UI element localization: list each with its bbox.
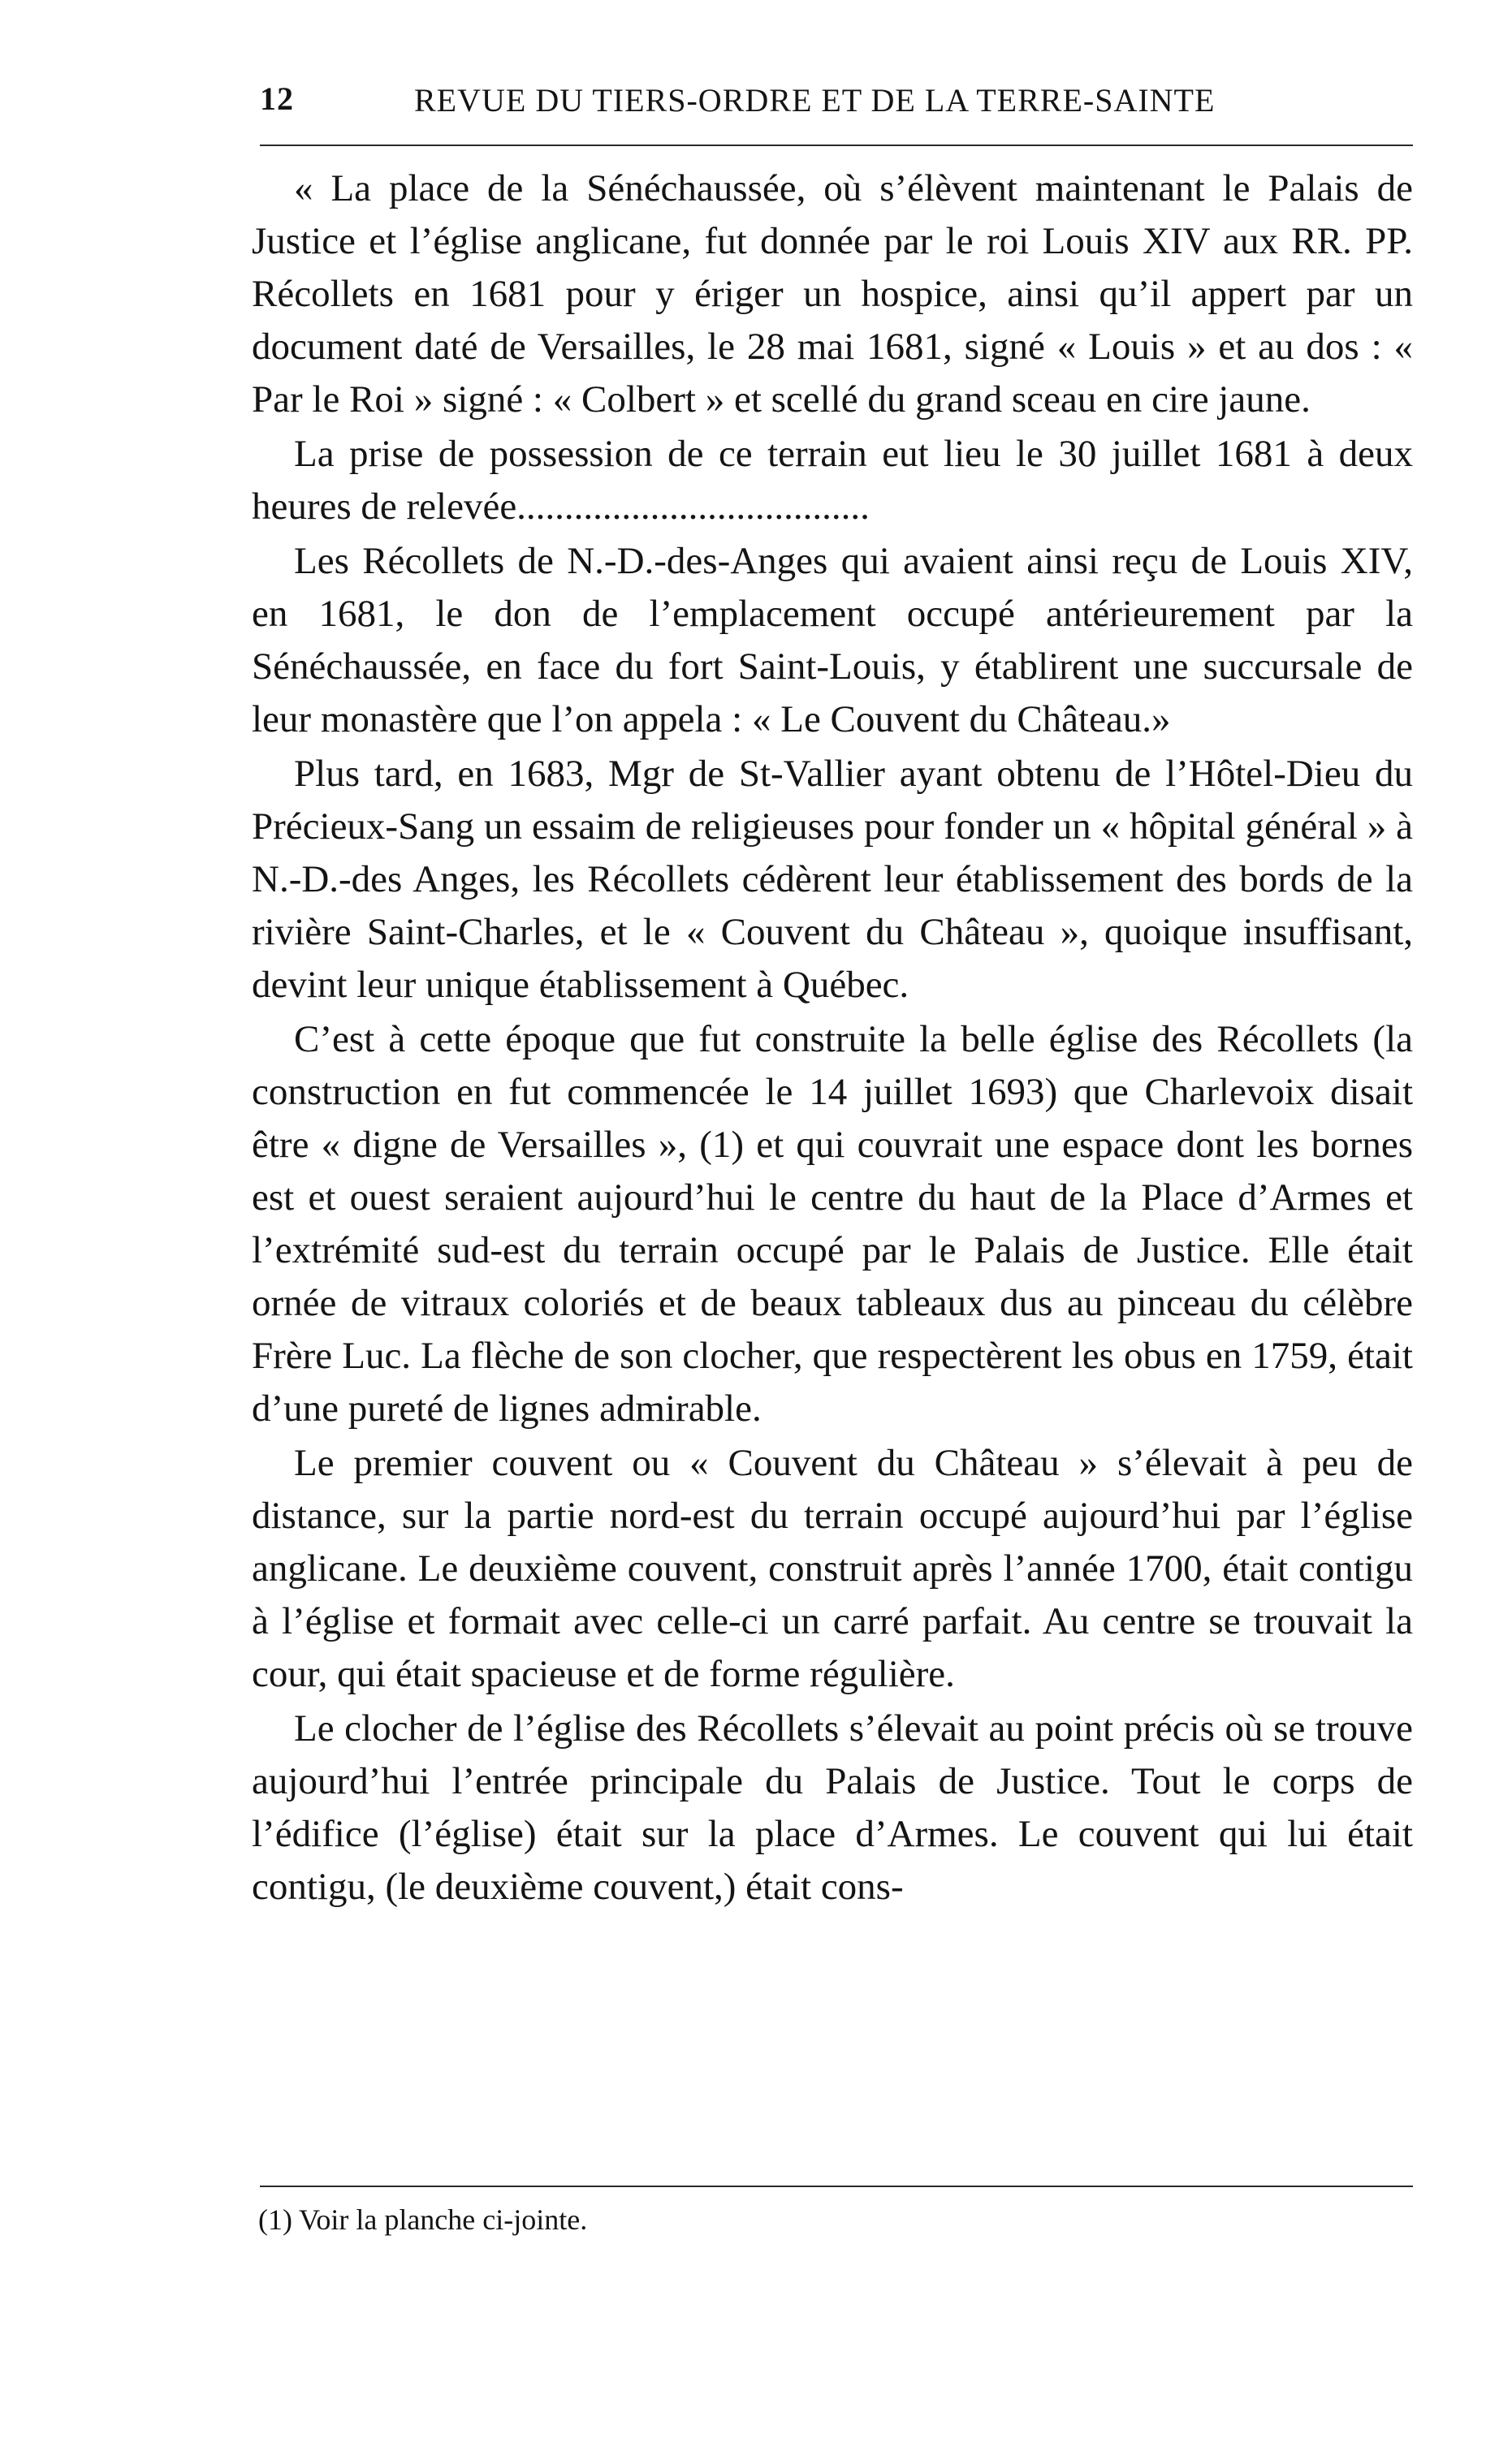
running-header <box>260 71 1413 128</box>
footnote-text: Voir la planche ci-jointe. <box>298 2203 588 2236</box>
body-text <box>252 162 1413 1915</box>
footnote-rule <box>260 2186 1413 2187</box>
paragraph: Plus tard, en 1683, Mgr de St-Vallier ayant obtenu de l’Hôtel-Dieu du Précieux-Sang un essaim de religieuses pour fonder un « hôpital général » à N.-D.-des Anges, les Récollets cédèrent leur établissement des bords de la rivière Saint-Charles, et le « Couvent du Château », quoique insuffisant, devint leur unique établissement à Québec. <box>252 753 1413 1006</box>
paragraph: Le premier couvent ou « Couvent du Château » s’élevait à peu de distance, sur la partie nord-est du terrain occupé aujourd’hui par l’église anglicane. Le deuxième couvent, construit après l’année 1700, était contigu à l’église et formait avec celle-ci un carré parfait. Au centre se trouvait la cour, qui était spacieuse et de forme régulière. <box>252 1442 1413 1695</box>
page-number: 12 <box>260 80 294 117</box>
paragraph: C’est à cette époque que fut construite la belle église des Récollets (la construction en fut commencée le 14 juillet 1693) que Charlevoix disait être « digne de Versailles », (1) et qui couvrait une espace dont les bornes est et ouest seraient aujourd’hui le centre du haut de la Place d’Armes et l’extrémité sud-est du terrain occupé par le Palais de Justice. Elle était ornée de vitraux coloriés et de beaux tableaux dus au pinceau du célèbre Frère Luc. La flèche de son clocher, que respectèrent les obus en 1759, était d’une pureté de lignes admirable. <box>252 1018 1413 1430</box>
header-rule <box>260 145 1413 146</box>
paragraph: Les Récollets de N.-D.-des-Anges qui avaient ainsi reçu de Louis XIV, en 1681, le don de l’emplacement occupé antérieurement par la Sénéchaussée, en face du fort Saint-Louis, y établirent une succursale de leur monastère que l’on appela : « Le Couvent du Château.» <box>252 540 1413 740</box>
footnote-mark: (1) <box>258 2203 292 2236</box>
paragraph: La prise de possession de ce terrain eut lieu le 30 juillet 1681 à deux heures de relevée..................................... <box>252 433 1413 528</box>
footnote <box>258 2202 1411 2237</box>
paragraph: Le clocher de l’église des Récollets s’élevait au point précis où se trouve aujourd’hui l’entrée principale du Palais de Justice. Tout le corps de l’édifice (l’église) était sur la place d’Armes. Le couvent qui lui était contigu, (le deuxième couvent,) était cons- <box>252 1707 1413 1908</box>
paragraph: « La place de la Sénéchaussée, où s’élèvent maintenant le Palais de Justice et l’église anglicane, fut donnée par le roi Louis XIV aux RR. PP. Récollets en 1681 pour y ériger un hospice, ainsi qu’il appert par un document daté de Versailles, le 28 mai 1681, signé « Louis » et au dos : « Par le Roi » signé : « Colbert » et scellé du grand sceau en cire jaune. <box>252 167 1413 421</box>
running-title: REVUE DU TIERS-ORDRE ET DE LA TERRE-SAINTE <box>414 82 1216 119</box>
